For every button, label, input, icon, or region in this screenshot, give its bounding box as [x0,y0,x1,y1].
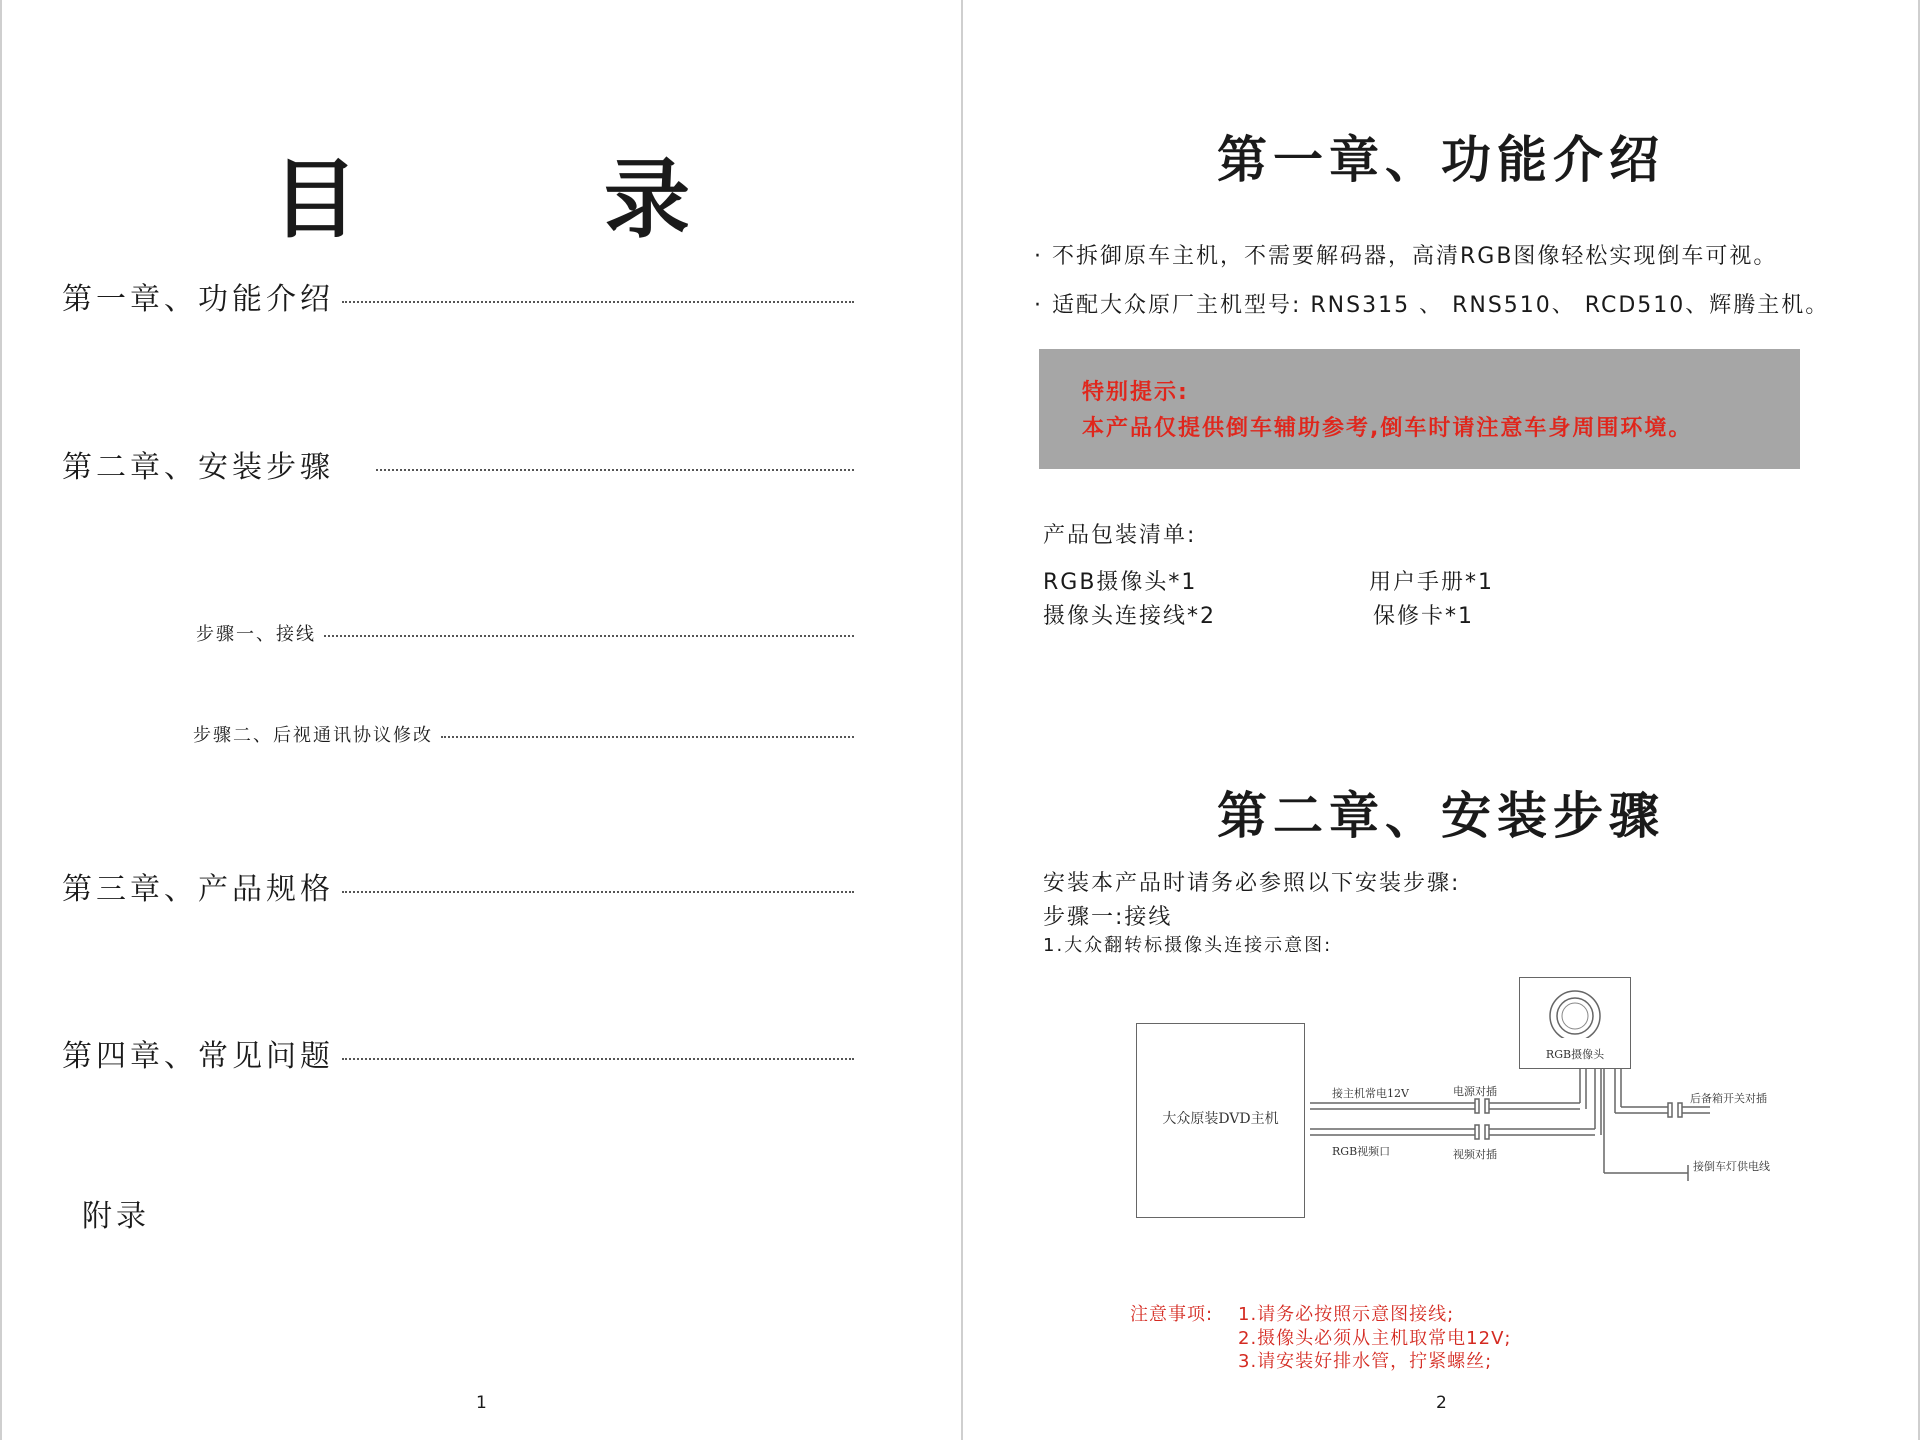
rgb-port-label: RGB视频口 [1332,1145,1391,1158]
package-list-title: 产品包装清单: [1043,523,1197,548]
toc-leader-dots [342,1058,854,1060]
diagram-caption: 1.大众翻转标摄像头连接示意图: [1043,935,1333,956]
caution-item: 3.请安装好排水管，拧紧螺丝; [1238,1351,1493,1372]
toc-item-step1[interactable] [196,620,854,646]
toc-item-label: 第二章、安装步骤 [62,450,334,485]
host-unit-label: 大众原装DVD主机 [1162,1111,1279,1127]
toc-leader-dots [342,891,854,893]
step1-heading: 步骤一:接线 [1043,905,1173,930]
chapter1-title: 第一章、功能介绍 [1217,131,1665,189]
trunk-switch-label: 后备箱开关对插 [1690,1092,1767,1105]
host-unit-box [1136,1023,1305,1218]
toc-leader-dots [324,635,854,637]
caution-item: 2.摄像头必须从主机取常电12V; [1238,1328,1512,1349]
page-number-right: 2 [1436,1393,1447,1413]
power-12v-label: 接主机常电12V [1332,1087,1409,1100]
install-intro: 安装本产品时请务必参照以下安装步骤: [1043,871,1461,896]
toc-item-appendix[interactable]: 附录 [82,1199,150,1234]
toc-item-step2[interactable] [193,721,854,747]
feature-bullet: · 不拆御原车主机，不需要解码器，高清RGB图像轻松实现倒车可视。 [1034,244,1778,269]
toc-item-label: 第四章、常见问题 [62,1039,334,1074]
toc-leader-dots [342,301,854,303]
toc-title: 目 录 [272,150,770,250]
toc-item-chapter2[interactable] [62,442,854,486]
feature-bullet: · 适配大众原厂主机型号: RNS315 、 RNS510、 RCD510、辉腾主机。 [1034,293,1830,318]
toc-item-label: 步骤一、接线 [196,624,316,645]
power-plug-label: 电源对插 [1453,1085,1497,1098]
toc-item-label: 第三章、产品规格 [62,872,334,907]
toc-leader-dots [441,736,854,738]
chapter2-title: 第二章、安装步骤 [1217,787,1665,845]
package-item: 摄像头连接线*2 [1043,604,1216,629]
caution-label: 注意事项: [1130,1304,1214,1325]
camera-lens-icon [1520,978,1630,1038]
video-plug-label: 视频对插 [1453,1148,1497,1161]
toc-item-label: 步骤二、后视通讯协议修改 [193,725,433,746]
package-item: 用户手册*1 [1369,570,1494,595]
toc-item-chapter3[interactable] [62,864,854,908]
page-number-left: 1 [476,1393,487,1413]
toc-leader-dots [376,469,854,471]
notice-box [1039,349,1800,469]
package-item: RGB摄像头*1 [1043,570,1198,595]
toc-item-chapter1[interactable] [62,274,854,318]
reverse-light-label: 接倒车灯供电线 [1693,1160,1770,1173]
camera-box [1519,977,1631,1069]
notice-text: 本产品仅提供倒车辅助参考,倒车时请注意车身周围环境。 [1082,416,1693,441]
toc-item-chapter4[interactable] [62,1031,854,1075]
caution-item: 1.请务必按照示意图接线; [1238,1304,1455,1325]
camera-label: RGB摄像头 [1545,1048,1605,1061]
toc-item-label: 第一章、功能介绍 [62,282,334,317]
wiring-diagram [1130,975,1810,1225]
package-item: 保修卡*1 [1373,604,1474,629]
notice-heading: 特别提示: [1082,380,1189,405]
